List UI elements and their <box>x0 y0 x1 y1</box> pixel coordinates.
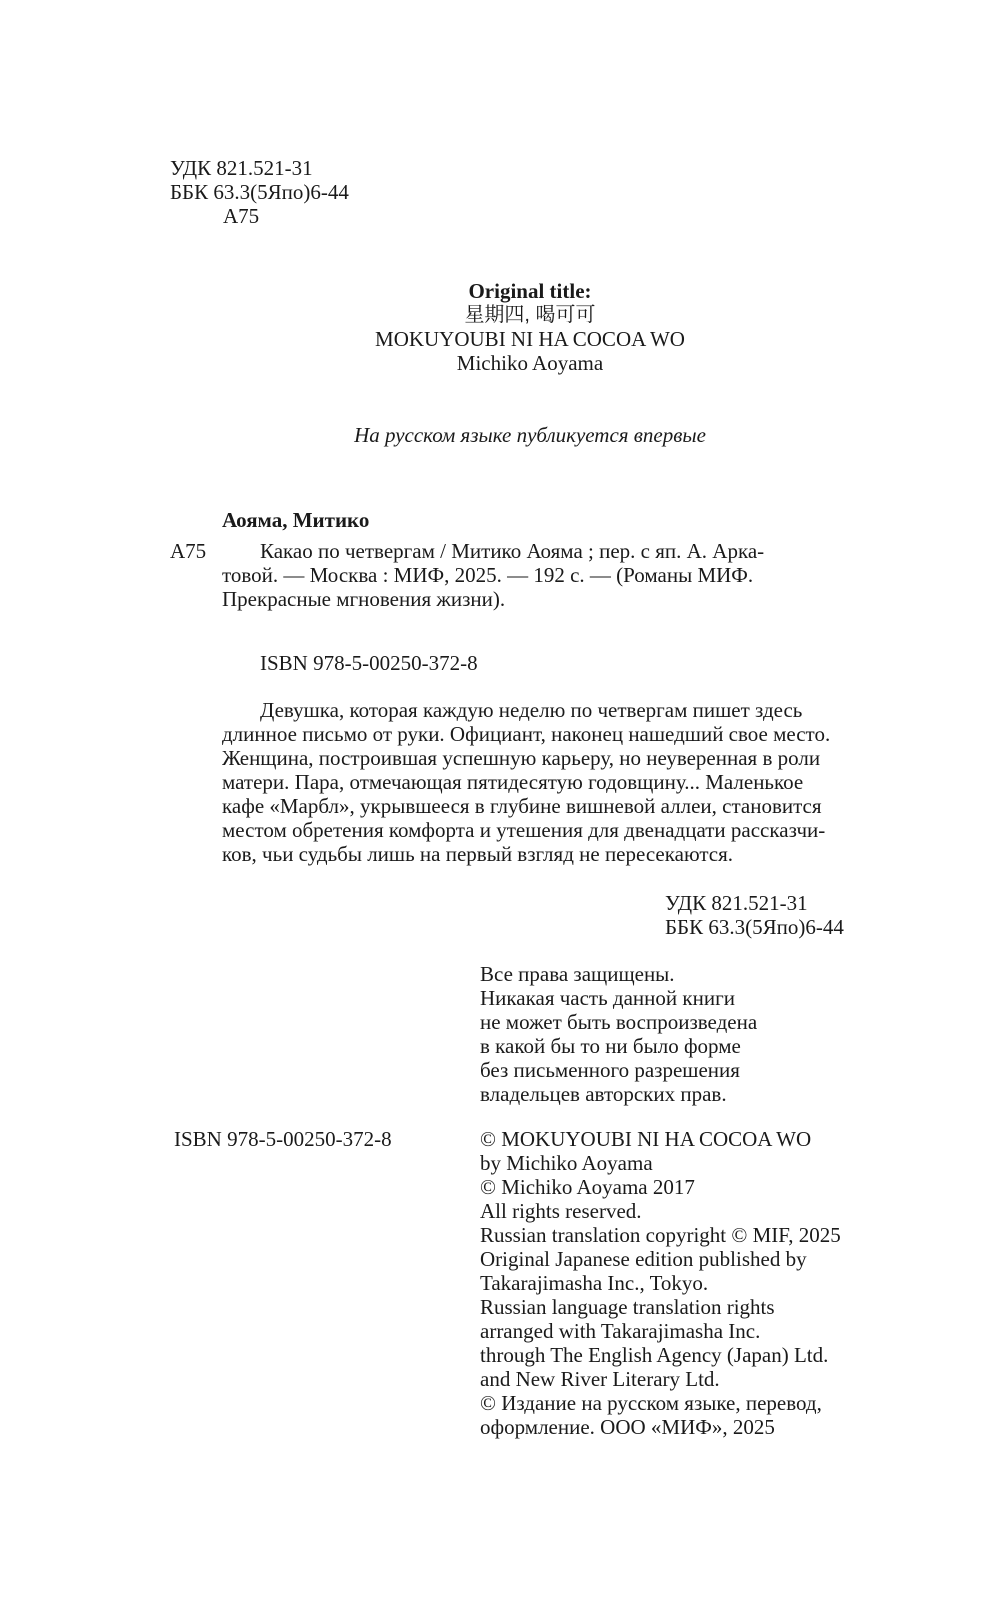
annotation-line: Девушка, которая каждую неделю по четвергам пишет здесь <box>260 698 803 722</box>
catalog-author-heading: Аояма, Митико <box>222 508 370 532</box>
catalog-description-line: Какао по четвергам / Митико Аояма ; пер. с яп. А. Арка- <box>260 539 765 563</box>
catalog-mark: А75 <box>170 539 207 563</box>
top-index-block <box>170 156 349 228</box>
copyright-line: © Michiko Aoyama 2017 <box>480 1175 695 1199</box>
bottom-isbn: ISBN 978-5-00250-372-8 <box>174 1127 392 1151</box>
annotation-line: местом обретения комфорта и утешения для двенадцати рассказчи- <box>222 818 826 842</box>
copyright-line: by Michiko Aoyama <box>480 1151 653 1175</box>
catalog-isbn: ISBN 978-5-00250-372-8 <box>260 651 478 675</box>
bottom-udk: УДК 821.521-31 <box>665 891 808 915</box>
copyright-line: Takarajimasha Inc., Tokyo. <box>480 1271 709 1295</box>
rights-line: владельцев авторских прав. <box>480 1082 727 1106</box>
annotation-line: Женщина, построившая успешную карьеру, но неуверенная в роли <box>222 746 821 770</box>
annotation-line: матери. Пара, отмечающая пятидесятую годовщину... Маленькое <box>222 770 804 794</box>
rights-line: не может быть воспроизведена <box>480 1010 758 1034</box>
original-author: Michiko Aoyama <box>456 351 604 375</box>
rights-line: Все права защищены. <box>480 962 675 986</box>
first-publication-note: На русском языке публикуется впервые <box>354 423 706 447</box>
catalog-description <box>222 539 846 611</box>
copyright-line: Russian language translation rights <box>480 1295 775 1319</box>
copyright-line: © MOKUYOUBI NI HA COCOA WO <box>480 1127 812 1151</box>
top-bbk: ББК 63.3(5Япо)6-44 <box>170 180 349 204</box>
catalog-description-line: товой. — Москва : МИФ, 2025. — 192 с. — (Романы МИФ. <box>222 563 754 587</box>
copyright-line: Original Japanese edition published by <box>480 1247 807 1271</box>
copyright-line: and New River Literary Ltd. <box>480 1367 720 1391</box>
bottom-index-block <box>665 891 844 939</box>
copyright-line: Russian translation copyright © MIF, 2025 <box>480 1223 841 1247</box>
annotation-line: кафе «Марбл», укрывшееся в глубине вишневой аллеи, становится <box>222 794 822 818</box>
top-author-mark: А75 <box>223 204 260 228</box>
original-romanized-title: MOKUYOUBI NI HA COCOA WO <box>375 327 685 351</box>
copyright-line: All rights reserved. <box>480 1199 642 1223</box>
copyright-block <box>480 1127 841 1439</box>
rights-line: без письменного разрешения <box>480 1058 740 1082</box>
rights-line: в какой бы то ни было форме <box>480 1034 741 1058</box>
copyright-line: © Издание на русском языке, перевод, <box>480 1391 822 1415</box>
copyright-line: arranged with Takarajimasha Inc. <box>480 1319 761 1343</box>
rights-notice <box>480 962 757 1106</box>
catalog-description-line: Прекрасные мгновения жизни). <box>222 587 506 611</box>
copyright-line: through The English Agency (Japan) Ltd. <box>480 1343 829 1367</box>
annotation-line: длинное письмо от руки. Официант, наконец нашедший свое место. <box>222 722 831 746</box>
top-udk: УДК 821.521-31 <box>170 156 313 180</box>
bottom-bbk: ББК 63.3(5Япо)6-44 <box>665 915 844 939</box>
original-title-heading: Original title: <box>468 279 592 303</box>
original-japanese-title: 星期四, 喝可可 <box>464 304 596 326</box>
annotation-line: ков, чьи судьбы лишь на первый взгляд не пересекаются. <box>222 842 734 866</box>
copyright-line: оформление. ООО «МИФ», 2025 <box>480 1415 775 1439</box>
original-title-block <box>250 279 810 375</box>
annotation <box>222 698 846 866</box>
rights-line: Никакая часть данной книги <box>480 986 735 1010</box>
